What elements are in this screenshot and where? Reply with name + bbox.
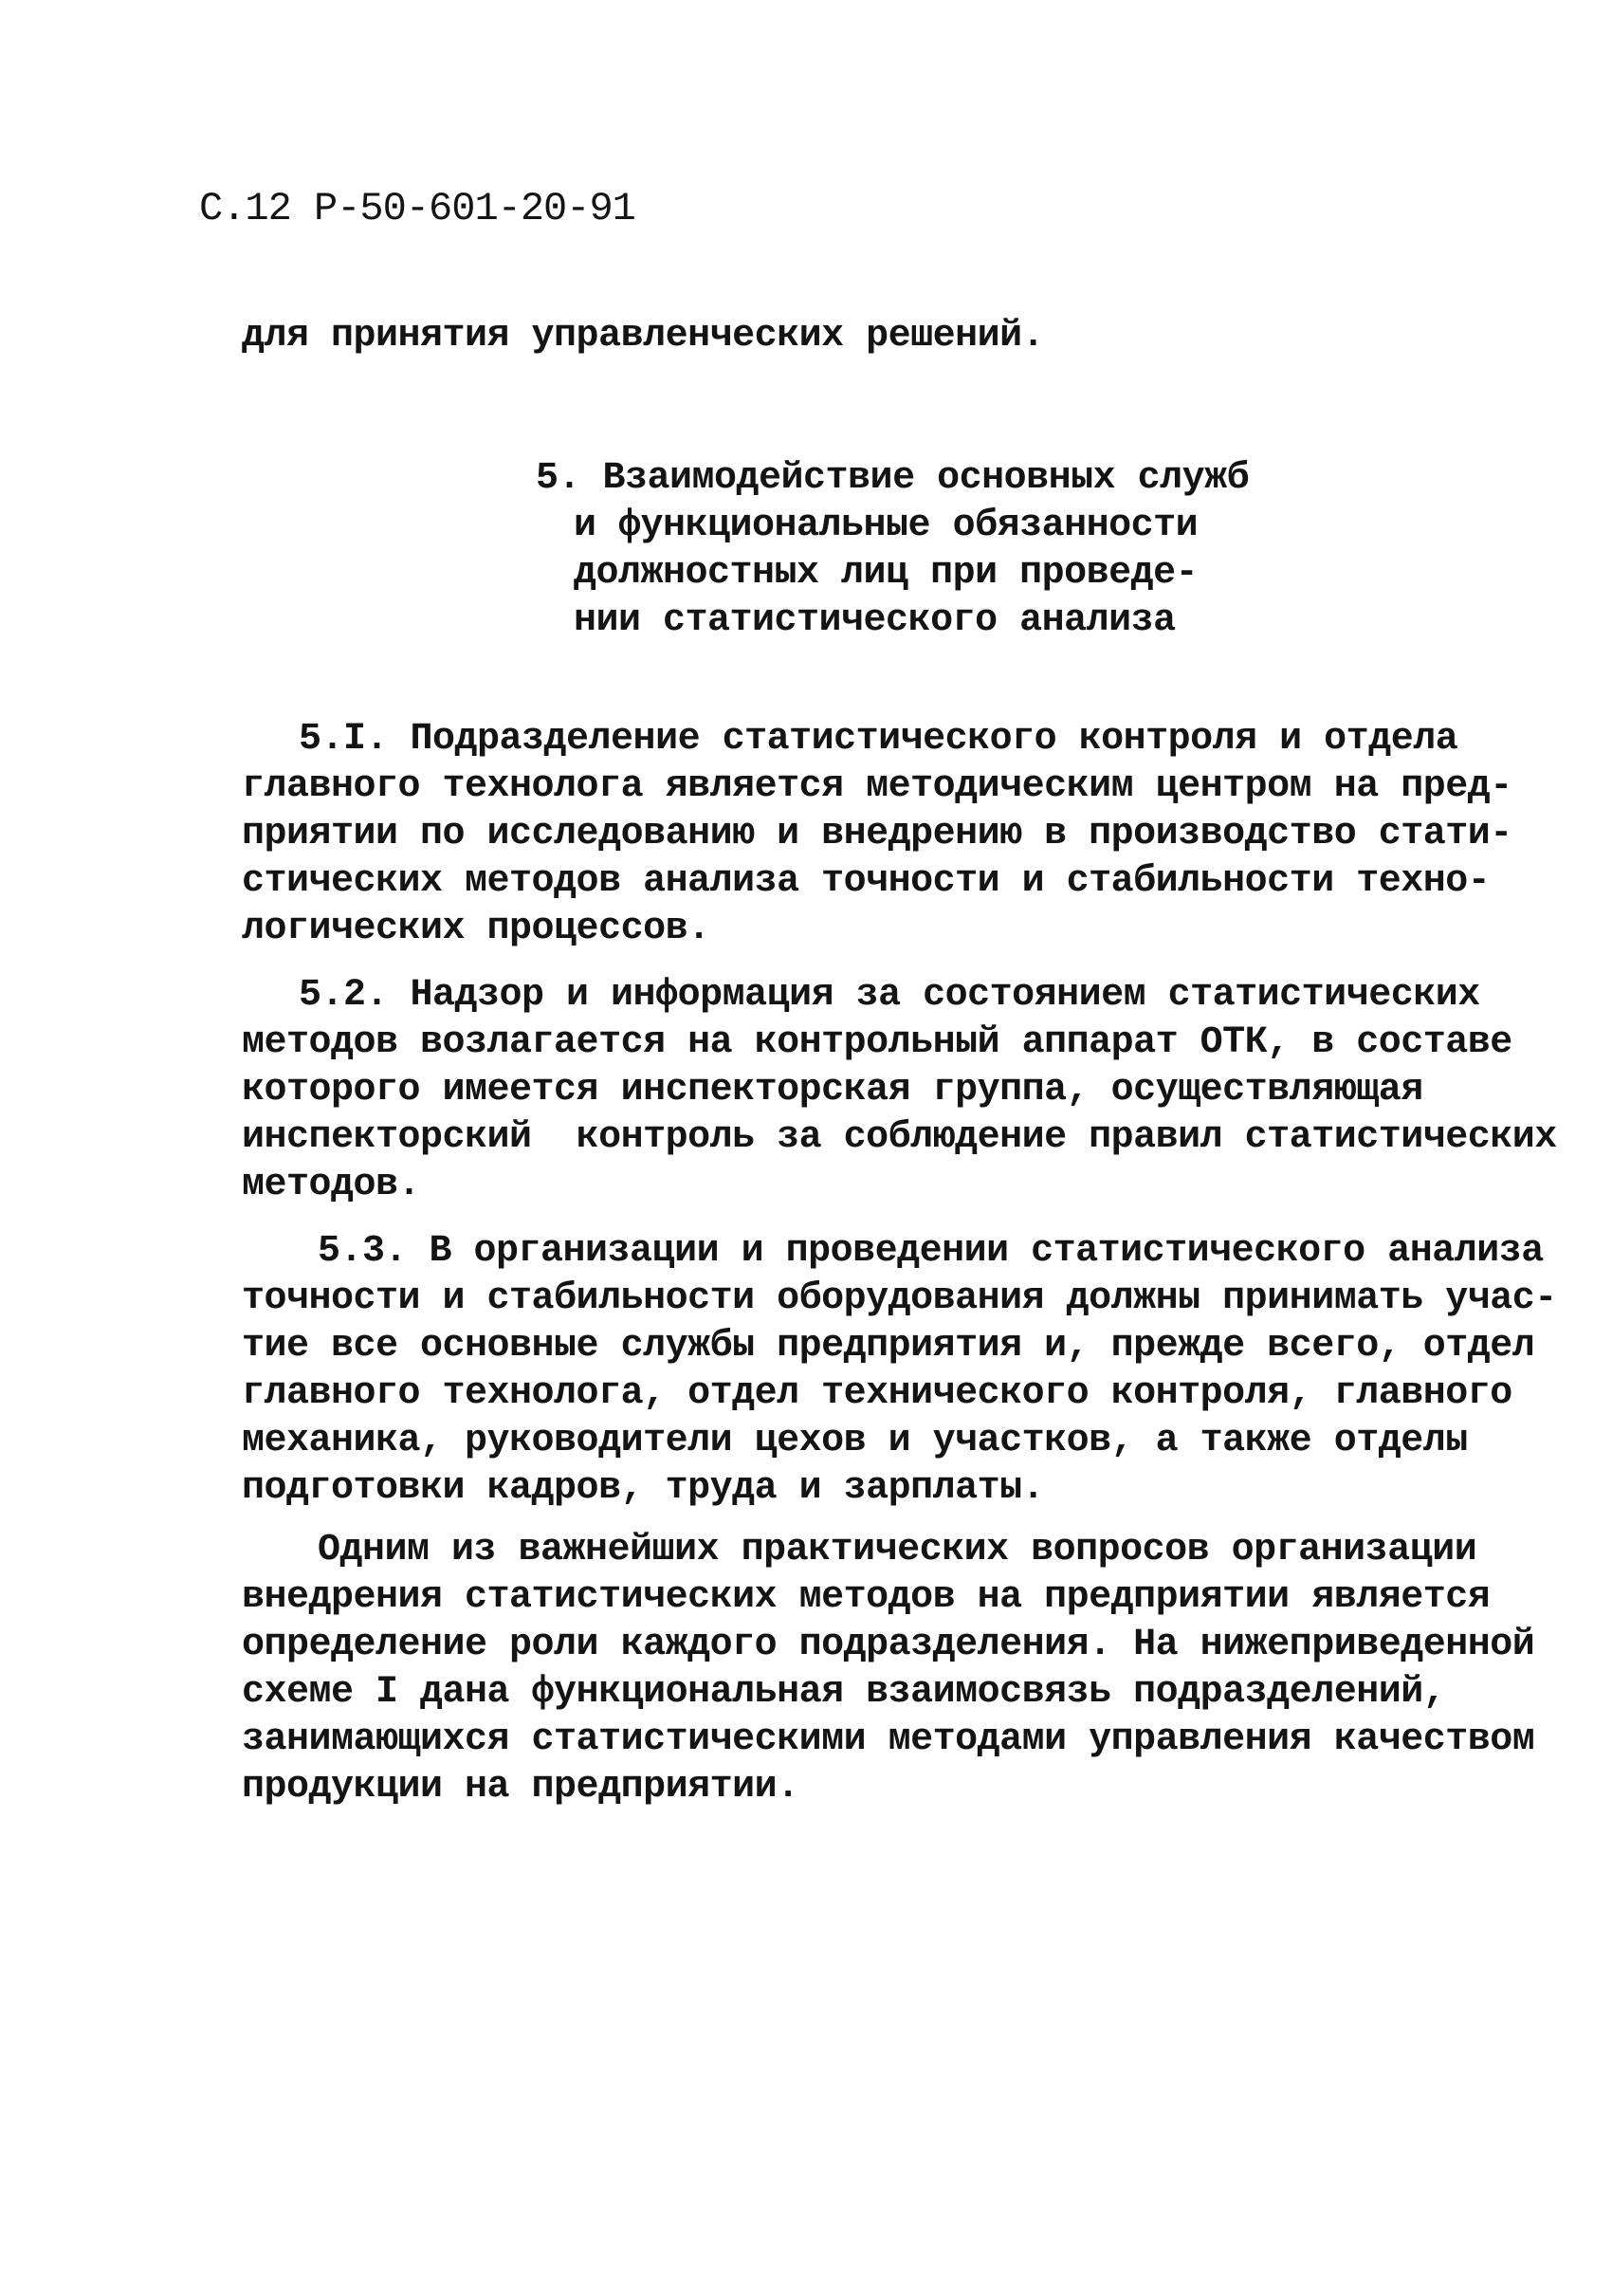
paragraph-line: Одним из важнейших практических вопросов организации	[318, 1529, 1477, 1571]
paragraph-line: стических методов анализа точности и стабильности техно-	[242, 860, 1491, 903]
paragraph-line: 5.I. Подразделение статистического контроля и отдела	[299, 718, 1458, 761]
paragraph-line: точности и стабильности оборудования должны принимать учас-	[242, 1277, 1557, 1320]
paragraph-line: схеме I дана функциональная взаимосвязь подразделений,	[242, 1671, 1446, 1714]
section-heading-line: и функциональные обязанности	[574, 505, 1199, 547]
paragraph-line: тие все основные службы предприятия и, прежде всего, отдел	[242, 1325, 1535, 1368]
paragraph-line: приятии по исследованию и внедрению в производство стати-	[242, 813, 1512, 855]
paragraph-line: инспекторский контроль за соблюдение правил статистических	[242, 1116, 1557, 1159]
section-heading-line: нии статистического анализа	[574, 599, 1176, 642]
paragraph-line: продукции на предприятии.	[242, 1766, 799, 1809]
paragraph-line: 5.2. Надзор и информация за состоянием статистических	[299, 974, 1480, 1017]
paragraph-line: занимающихся статистическими методами управления качеством	[242, 1718, 1535, 1761]
section-heading-line: должностных лиц при проведе-	[574, 552, 1199, 595]
section-heading-line: 5. Взаимодействие основных служб	[536, 457, 1250, 500]
paragraph-line: методов.	[242, 1164, 421, 1206]
paragraph-line: которого имеется инспекторская группа, осуществляющая	[242, 1069, 1423, 1111]
paragraph-line: главного технолога является методическим центром на пред-	[242, 765, 1512, 808]
paragraph-line: определение роли каждого подразделения. На нижеприведенной	[242, 1624, 1535, 1666]
page-header-reference: С.12 Р-50-601-20-91	[199, 186, 635, 231]
paragraph-line: методов возлагается на контрольный аппарат ОТК, в составе	[242, 1021, 1512, 1064]
paragraph-line: внедрения статистических методов на предприятии является	[242, 1576, 1491, 1619]
paragraph-line: 5.3. В организации и проведении статистического анализа	[318, 1230, 1544, 1273]
paragraph-line: подготовки кадров, труда и зарплаты.	[242, 1467, 1045, 1510]
paragraph-line: главного технолога, отдел технического контроля, главного	[242, 1372, 1512, 1415]
paragraph-line: механика, руководители цехов и участков, а также отделы	[242, 1420, 1468, 1462]
paragraph-line: логических процессов.	[242, 908, 710, 950]
intro-text-line: для принятия управленческих решений.	[242, 315, 1045, 358]
